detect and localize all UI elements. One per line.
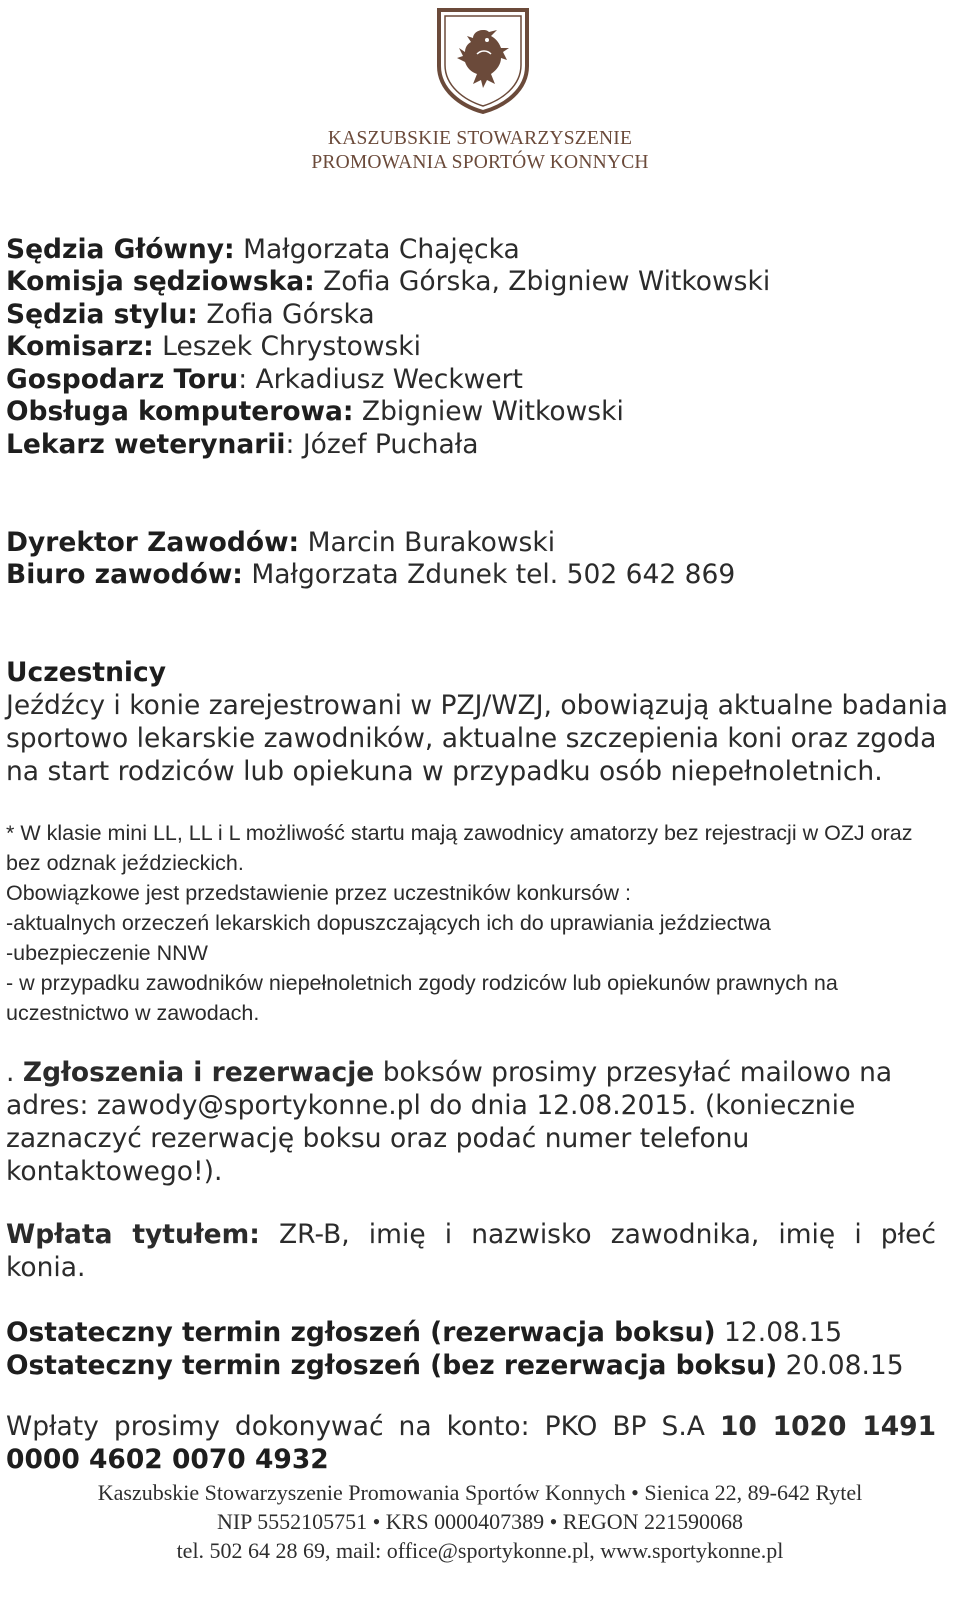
required-intro: Obowiązkowe jest przedstawienie przez uczestników konkursów : (6, 881, 631, 905)
payment-title-line (6, 1218, 936, 1251)
participants-intro: Jeźdźcy i konie zarejestrowani w PZJ/WZJ, obowiązują aktualne badania sportowo lekarskie zawodników, aktualne szczepienia koni oraz zgoda na start rodziców lub opiekuna w przypadku osób niepełnoletnich. (6, 690, 949, 787)
participants-note (6, 818, 950, 1028)
official-name: : Józef Puchała (285, 429, 479, 460)
organizer-row (6, 558, 735, 591)
official-row (6, 330, 421, 363)
organizer-role: Dyrektor Zawodów: (6, 527, 300, 558)
registration-heading: Zgłoszenia i rezerwacje (22, 1057, 375, 1088)
deadline-row (6, 1349, 904, 1382)
official-row (6, 233, 520, 266)
official-row (6, 265, 770, 298)
official-name: Zofia Górska, Zbigniew Witkowski (314, 266, 771, 297)
official-row (6, 428, 479, 461)
payment-title-text: ZR-B, imię i nazwisko zawodnika, imię i płeć (259, 1219, 937, 1250)
registration-prefix: . (6, 1057, 23, 1088)
official-name: Małgorzata Chajęcka (234, 234, 520, 265)
required-item: - w przypadku zawodników niepełnoletnich zgody rodziców lub opiekunów prawnych na uczestnictwo w zawodach. (6, 971, 838, 1025)
account-number-continuation: 0000 4602 0070 4932 (6, 1444, 329, 1475)
required-item: -ubezpieczenie NNW (6, 941, 208, 965)
registration-paragraph (6, 1056, 916, 1188)
official-name: : Arkadiusz Weckwert (238, 364, 523, 395)
official-role: Obsługa komputerowa: (6, 396, 354, 427)
official-name: Zbigniew Witkowski (353, 396, 624, 427)
official-row (6, 395, 624, 428)
griffin-shield-logo-icon (437, 8, 529, 114)
deadline-row (6, 1316, 842, 1349)
official-row (6, 363, 523, 396)
org-name-line2: PROMOWANIA SPORTÓW KONNYCH (311, 152, 649, 173)
org-name-line1: KASZUBSKIE STOWARZYSZENIE (327, 128, 633, 149)
official-role: Lekarz weterynarii (6, 429, 286, 460)
organizer-name: Małgorzata Zdunek tel. 502 642 869 (242, 559, 736, 590)
official-role: Sędzia stylu: (6, 299, 198, 330)
official-role: Komisja sędziowska: (6, 266, 315, 297)
footer-contact: tel. 502 64 28 69, mail: office@sportykonne.pl, www.sportykonne.pl (176, 1538, 784, 1563)
official-role: Sędzia Główny: (6, 234, 235, 265)
deadline-date: 12.08.15 (715, 1317, 843, 1348)
footer-address: Kaszubskie Stowarzyszenie Promowania Sportów Konnych • Sienica 22, 89-642 Rytel (97, 1480, 863, 1505)
payment-title-continuation: konia. (6, 1252, 86, 1283)
official-name: Leszek Chrystowski (153, 331, 422, 362)
registration-text: boksów prosimy przesyłać mailowo na adres: zawody@sportykonne.pl do dnia 12.08.2015. (koniecznie zaznaczyć rezerwację boksu oraz podać numer telefonu kontaktowego!). (6, 1057, 893, 1187)
organizer-row (6, 526, 555, 559)
payment-title-label: Wpłata tytułem: (6, 1219, 260, 1250)
account-text: Wpłaty prosimy dokonywać na konto: PKO BP S.A (6, 1411, 720, 1442)
deadline-label: Ostateczny termin zgłoszeń (rezerwacja boksu) (6, 1317, 716, 1348)
organizer-name: Marcin Burakowski (299, 527, 556, 558)
amateur-note: * W klasie mini LL, LL i L możliwość startu mają zawodnicy amatorzy bez rejestracji w OZJ oraz bez odznak jeździeckich. (6, 821, 913, 875)
deadline-label: Ostateczny termin zgłoszeń (bez rezerwacja boksu) (6, 1350, 778, 1381)
official-name: Zofia Górska (197, 299, 375, 330)
official-role: Gospodarz Toru (6, 364, 239, 395)
official-row (6, 298, 375, 331)
account-line (6, 1410, 936, 1443)
section-heading-participants: Uczestnicy (6, 657, 166, 688)
footer-registry: NIP 5552105751 • KRS 0000407389 • REGON 221590068 (216, 1509, 744, 1534)
official-role: Komisarz: (6, 331, 154, 362)
organizer-role: Biuro zawodów: (6, 559, 243, 590)
required-item: -aktualnych orzeczeń lekarskich dopuszczających ich do uprawiania jeździectwa (6, 911, 771, 935)
deadline-date: 20.08.15 (777, 1350, 904, 1381)
account-number-part1: 10 1020 1491 (719, 1411, 937, 1442)
